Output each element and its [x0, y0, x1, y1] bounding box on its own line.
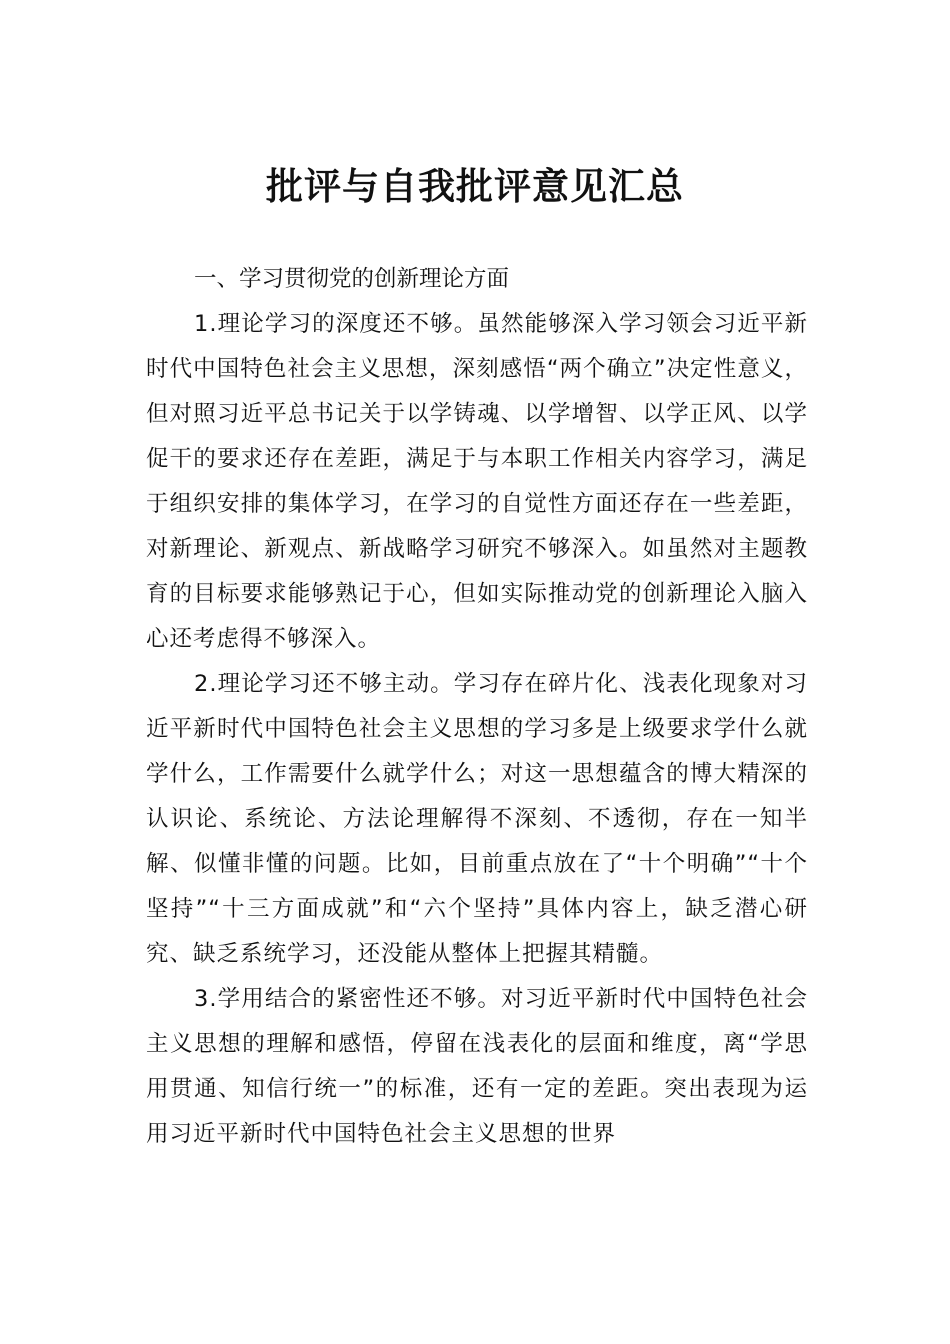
- paragraph-item-1: [146, 302, 808, 662]
- item-text: 虽然能够深入学习领会习近平新时代中国特色社会主义思想，深刻感悟“两个确立”决定性意义，但对照习近平总书记关于以学铸魂、以学增智、以学正风、以学促干的要求还存在差距，满足于与本职工作相关内容学习，满足于组织安排的集体学习，在学习的自觉性方面还存在一些差距，对新理论、新观点、新战略学习研究不够深入。如虽然对主题教育的目标要求能够熟记于心，但如实际推动党的创新理论入脑入心还考虑得不够深入。: [146, 311, 808, 652]
- item-lead: 1.理论学习的深度还不够。: [194, 311, 478, 337]
- document-body: [146, 257, 808, 1157]
- paragraph-item-2: [146, 662, 808, 977]
- paragraph-item-3: [146, 977, 808, 1157]
- document-title: 批评与自我批评意见汇总: [266, 164, 684, 208]
- item-lead: 3.学用结合的紧密性还不够。: [194, 986, 502, 1012]
- item-text: 对习近平新时代中国特色社会主义思想的理解和感悟，停留在浅表化的层面和维度，离“学思用贯通、知信行统一”的标准，还有一定的差距。突出表现为运用习近平新时代中国特色社会主义思想的世界: [146, 986, 808, 1147]
- section-heading: 一、学习贯彻党的创新理论方面: [194, 266, 510, 292]
- item-lead: 2.理论学习还不够主动。: [194, 671, 454, 697]
- item-text: 学习存在碎片化、浅表化现象对习近平新时代中国特色社会主义思想的学习多是上级要求学什么就学什么，工作需要什么就学什么；对这一思想蕴含的博大精深的认识论、系统论、方法论理解得不深刻、不透彻，存在一知半解、似懂非懂的问题。比如，目前重点放在了“十个明确”“十个坚持”“十三方面成就”和“六个坚持”具体内容上，缺乏潜心研究、缺乏系统学习，还没能从整体上把握其精髓。: [146, 671, 808, 967]
